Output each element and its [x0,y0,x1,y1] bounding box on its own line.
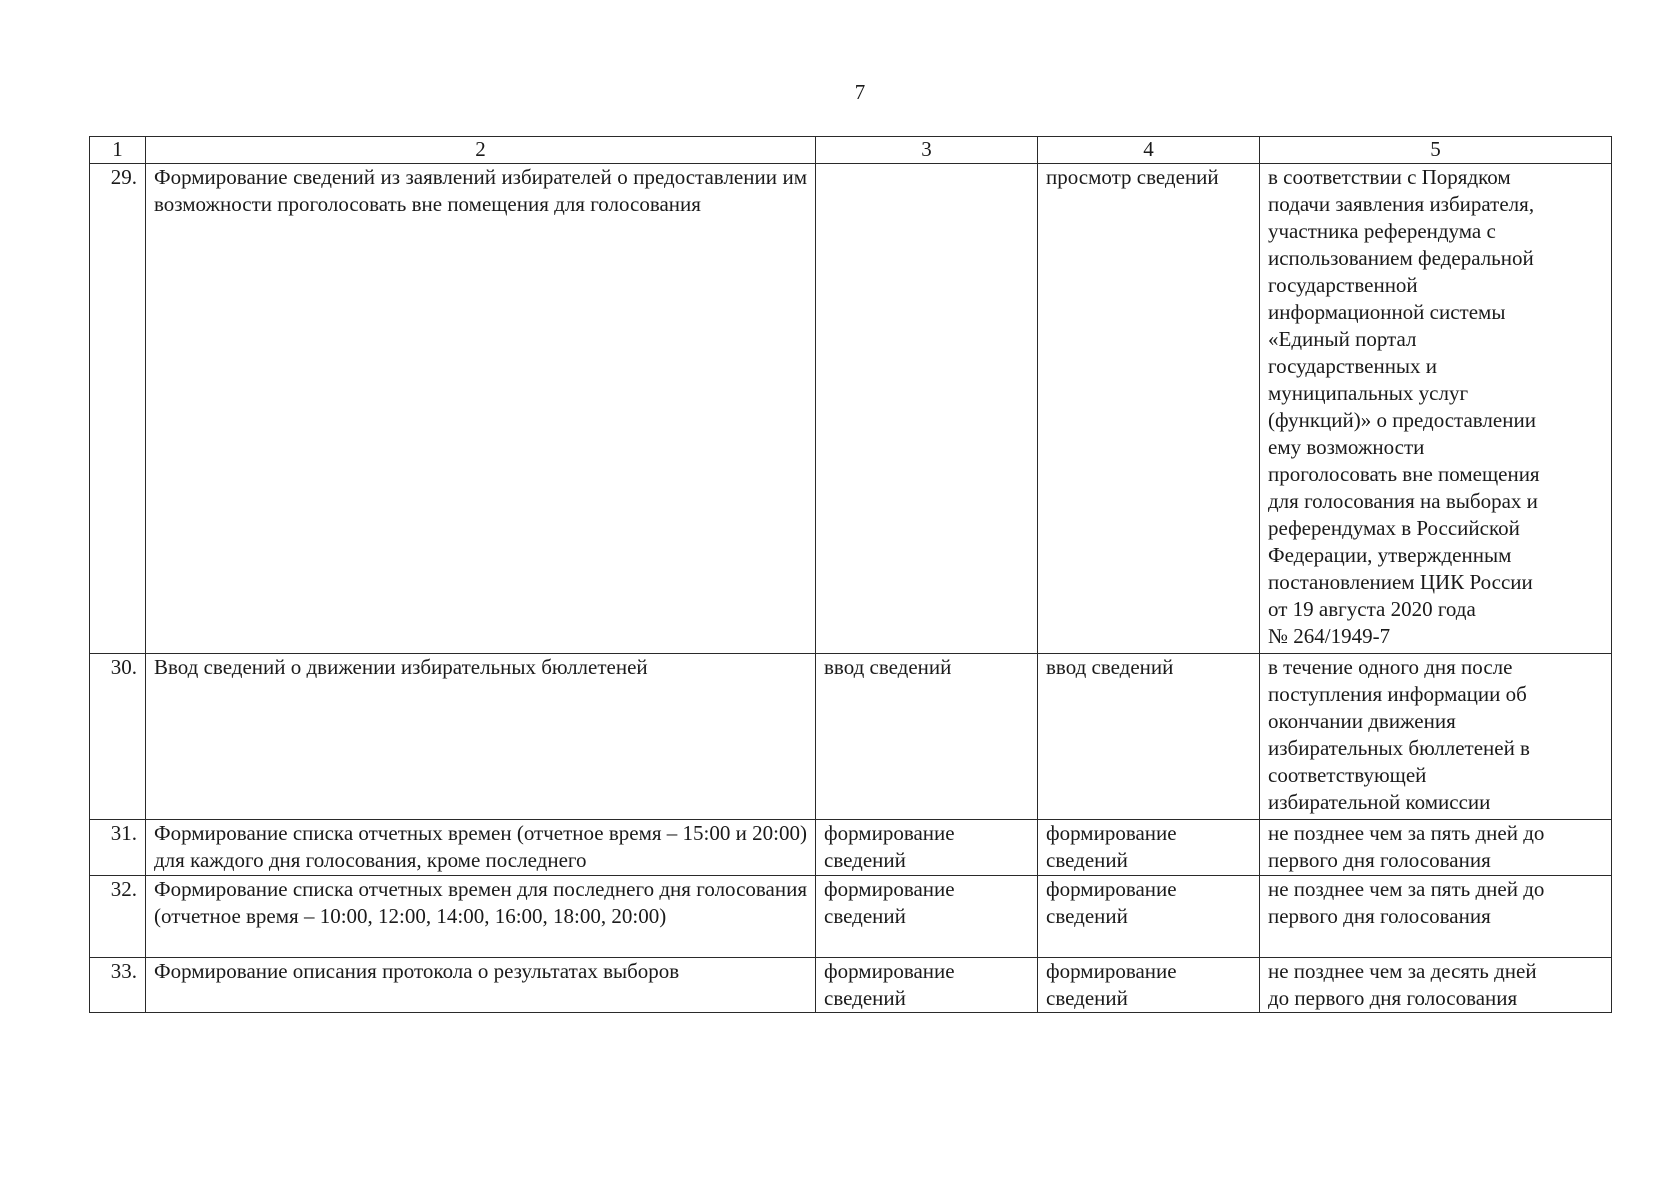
row-deadline-text: не позднее чем за пять дней до первого дня голосования [1268,877,1545,928]
column-header-5: 5 [1260,137,1612,164]
row-deadline [1260,876,1612,958]
row-col4: формирование сведений [1038,876,1260,958]
column-header-4: 4 [1038,137,1260,164]
row-number: 30. [90,654,146,820]
row-col3: ввод сведений [816,654,1038,820]
row-deadline [1260,654,1612,820]
row-deadline-text: в соответствии с Порядком подачи заявления избирателя, участника референдума с использованием федеральной государственной информационной системы «Единый портал государственных и муниципальных услуг (функций)» о предоставлении ему возможности проголосовать вне помещения для голосования на выборах и референдумах в Российской Федерации, утвержденным постановлением ЦИК России от 19 августа 2020 года № 264/1949-7 [1268,165,1540,648]
requirements-table [89,136,1612,1013]
row-number: 32. [90,876,146,958]
row-col4: просмотр сведений [1038,164,1260,654]
row-deadline-text: не позднее чем за пять дней до первого дня голосования [1268,821,1545,872]
row-number: 31. [90,820,146,876]
column-header-2: 2 [146,137,816,164]
row-col3: формирование сведений [816,958,1038,1013]
row-number: 33. [90,958,146,1013]
row-description: Формирование сведений из заявлений избирателей о предоставлении им возможности проголосовать вне помещения для голосования [146,164,816,654]
table-row [90,958,1612,1013]
column-header-1: 1 [90,137,146,164]
row-description: Формирование описания протокола о результатах выборов [146,958,816,1013]
table-row [90,164,1612,654]
table-header-row [90,137,1612,164]
row-col3: формирование сведений [816,876,1038,958]
row-col4: формирование сведений [1038,820,1260,876]
row-deadline [1260,820,1612,876]
page-number: 7 [854,80,866,104]
row-col4: формирование сведений [1038,958,1260,1013]
row-col4: ввод сведений [1038,654,1260,820]
table-row [90,654,1612,820]
row-col3 [816,164,1038,654]
row-deadline-text: не позднее чем за десять дней до первого дня голосования [1268,959,1537,1010]
row-deadline [1260,958,1612,1013]
row-deadline-text: в течение одного дня после поступления информации об окончании движения избирательных бюллетеней в соответствующей избирательной комиссии [1268,655,1530,814]
row-deadline [1260,164,1612,654]
row-description: Формирование списка отчетных времен (отчетное время – 15:00 и 20:00) для каждого дня голосования, кроме последнего [146,820,816,876]
column-header-3: 3 [816,137,1038,164]
row-description: Ввод сведений о движении избирательных бюллетеней [146,654,816,820]
row-number: 29. [90,164,146,654]
row-col3: формирование сведений [816,820,1038,876]
row-description: Формирование списка отчетных времен для последнего дня голосования (отчетное время – 10:00, 12:00, 14:00, 16:00, 18:00, 20:00) [146,876,816,958]
table-row [90,820,1612,876]
table-row [90,876,1612,958]
